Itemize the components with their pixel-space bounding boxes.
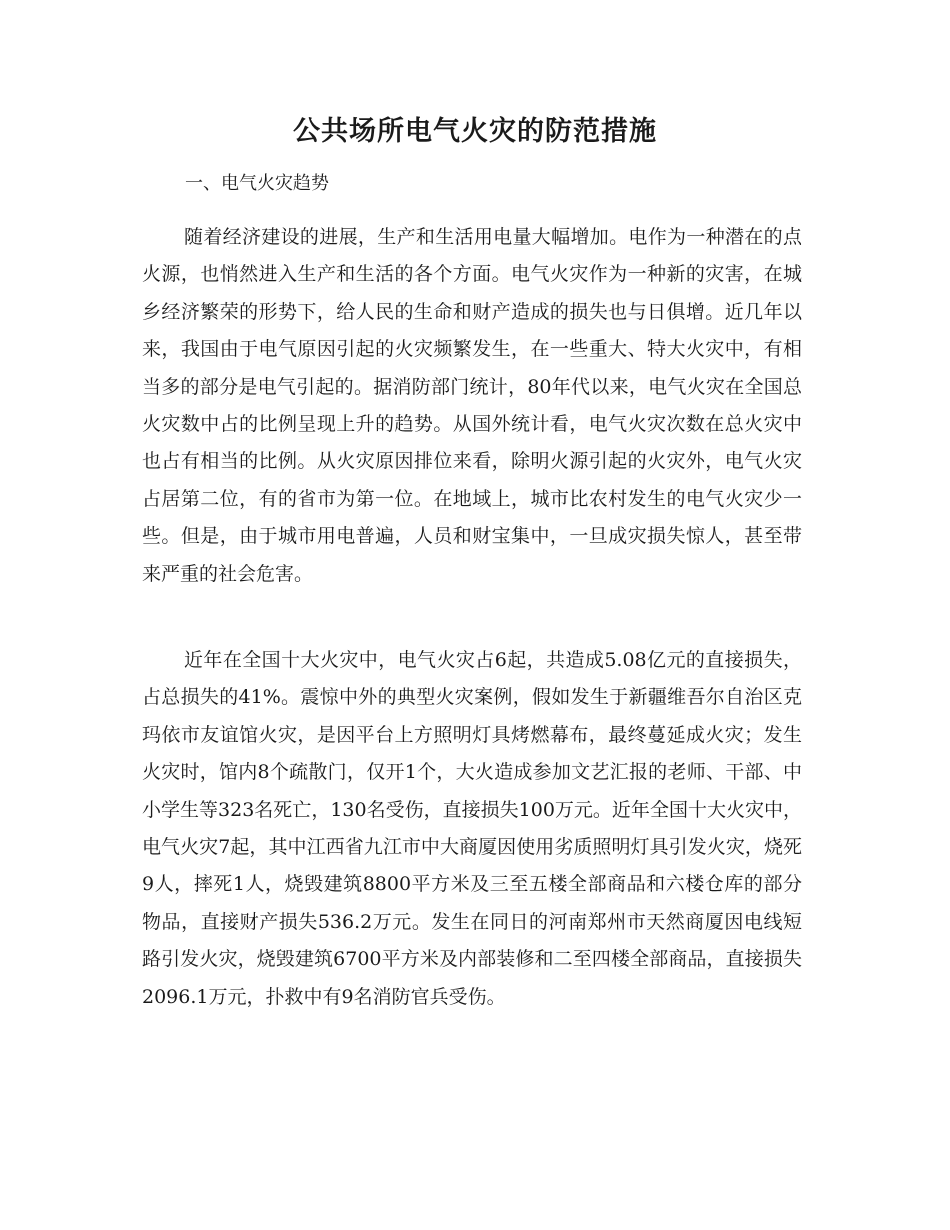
document-title: 公共场所电气火灾的防范措施 <box>293 116 657 147</box>
body-paragraph-1: 随着经济建设的进展，生产和生活用电量大幅增加。电作为一种潜在的点火源，也悄然进入生产和生活的各个方面。电气火灾作为一种新的灾害，在城乡经济繁荣的形势下，给人民的生命和财产造成的损失也与日俱增。近几年以来，我国由于电气原因引起的火灾频繁发生，在一些重大、特大火灾中，有相当多的部分是电气引起的。据消防部门统计，80年代以来，电气火灾在全国总火灾数中占的比例呈现上升的趋势。从国外统计看，电气火灾次数在总火灾中也占有相当的比例。从火灾原因排位来看，除明火源引起的火灾外，电气火灾占居第二位，有的省市为第一位。在地域上，城市比农村发生的电气火灾少一些。但是，由于城市用电普遍，人员和财宝集中，一旦成灾损失惊人，甚至带来严重的社会危害。 <box>142 226 802 585</box>
body-paragraph-2: 近年在全国十大火灾中，电气火灾占6起，共造成5.08亿元的直接损失，占总损失的41%。震惊中外的典型火灾案例，假如发生于新疆维吾尔自治区克玛依市友谊馆火灾，是因平台上方照明灯具烤燃幕布，最终蔓延成火灾；发生火灾时，馆内8个疏散门，仅开1个，大火造成参加文艺汇报的老师、干部、中小学生等323名死亡，130名受伤，直接损失100万元。近年全国十大火灾中，电气火灾7起，其中江西省九江市中大商厦因使用劣质照明灯具引发火灾，烧死9人，摔死1人，烧毁建筑8800平方米及三至五楼全部商品和六楼仓库的部分物品，直接财产损失536.2万元。发生在同日的河南郑州市天然商厦因电线短路引发火灾，烧毁建筑6700平方米及内部装修和二至四楼全部商品，直接损失2096.1万元，扑救中有9名消防官兵受伤。 <box>142 649 802 1008</box>
section-heading: 一、电气火灾趋势 <box>185 173 329 194</box>
